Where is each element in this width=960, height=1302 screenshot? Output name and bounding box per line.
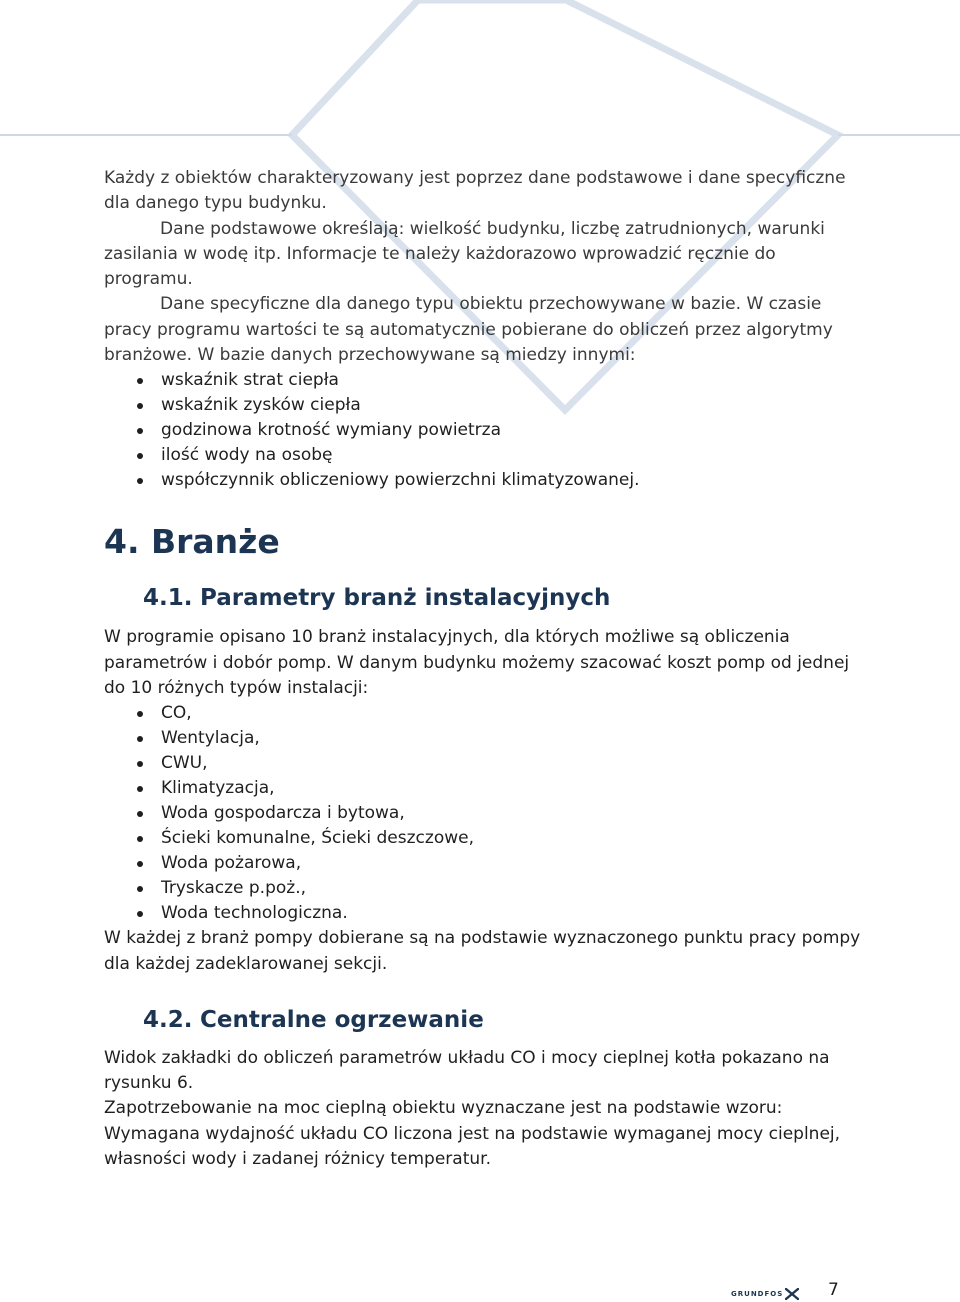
list-item: CWU, [104,751,864,776]
section-4-2-paragraph-2: Zapotrzebowanie na moc cieplną obiektu wyznaczane jest na podstawie wzoru: [104,1098,783,1119]
intro-paragraph-2: Dane podstawowe określają: wielkość budynku, liczbę zatrudnionych, warunki zasilania w wodę itp. Informacje te należy każdorazowo wprowadzić ręcznie do programu. [104,218,825,290]
brand-name: GRUNDFOS [731,1290,784,1298]
bullet-icon [137,786,143,792]
bullet-icon [137,861,143,867]
list-item: Woda technologiczna. [104,901,864,926]
bullet-icon [137,403,143,409]
intro-paragraph-1: Każdy z obiektów charakteryzowany jest poprzez dane podstawowe i dane specyficzne dla danego typu budynku. [104,168,846,214]
installation-types-list [104,701,864,926]
section-4-1-title: Parametry branż instalacyjnych [200,585,611,612]
bullet-icon [137,378,143,384]
list-item: godzinowa krotność wymiany powietrza [104,418,864,443]
intro-paragraph-3: Dane specyficzne dla danego typu obiektu przechowywane w bazie. W czasie pracy programu wartości te są automatycznie pobierane do obliczeń przez algorytmy branżowe. W bazie danych przechowywane są miedzy innymi: [104,294,833,366]
list-item: Woda gospodarcza i bytowa, [104,801,864,826]
intro-bullet-list [104,368,864,493]
section-4-2-title: Centralne ogrzewanie [200,1006,484,1033]
bullet-icon [137,428,143,434]
list-item: ilość wody na osobę [104,443,864,468]
bullet-icon [137,736,143,742]
section-4-2-paragraph-3: Wymagana wydajność układu CO liczona jest na podstawie wymaganej mocy cieplnej, własności wody i zadanej różnicy temperatur. [104,1123,841,1170]
list-item: Tryskacze p.poż., [104,876,864,901]
bullet-icon [137,761,143,767]
list-item: Woda pożarowa, [104,851,864,876]
list-item: Ścieki komunalne, Ścieki deszczowe, [104,826,864,851]
list-item: Wentylacja, [104,726,864,751]
section-4-2-number: 4.2. [143,1006,193,1033]
section-4-2-heading [104,1005,864,1035]
bullet-icon [137,453,143,459]
section-4-1-paragraph-1: W programie opisano 10 branż instalacyjnych, dla których możliwe są obliczenia parametrów i dobór pomp. W danym budynku możemy szacować koszt pomp od jednej do 10 różnych typów instalacji: [104,627,850,698]
section-4-1-paragraph-2: W każdej z branż pompy dobierane są na podstawie wyznaczonego punktu pracy pompy dla każdej zadeklarowanej sekcji. [104,928,861,974]
section-4-1-heading [104,583,864,613]
bullet-icon [137,711,143,717]
list-item: wskaźnik strat ciepła [104,368,864,393]
page-content [104,166,864,1172]
list-item: współczynnik obliczeniowy powierzchni klimatyzowanej. [104,468,864,493]
bullet-icon [137,911,143,917]
section-4-1-number: 4.1. [143,585,193,612]
list-item: wskaźnik zysków ciepła [104,393,864,418]
grundfos-logo [731,1286,799,1302]
bullet-icon [137,478,143,484]
list-item: CO, [104,701,864,726]
bullet-icon [137,886,143,892]
page-number: 7 [828,1280,839,1300]
list-item: Klimatyzacja, [104,776,864,801]
bullet-icon [137,836,143,842]
grundfos-x-icon [785,1288,799,1300]
bullet-icon [137,811,143,817]
section-4-2-paragraph-1: Widok zakładki do obliczeń parametrów układu CO i mocy cieplnej kotła pokazano na rysunku 6. [104,1047,830,1094]
section-4-heading: 4. Branże [104,522,280,562]
